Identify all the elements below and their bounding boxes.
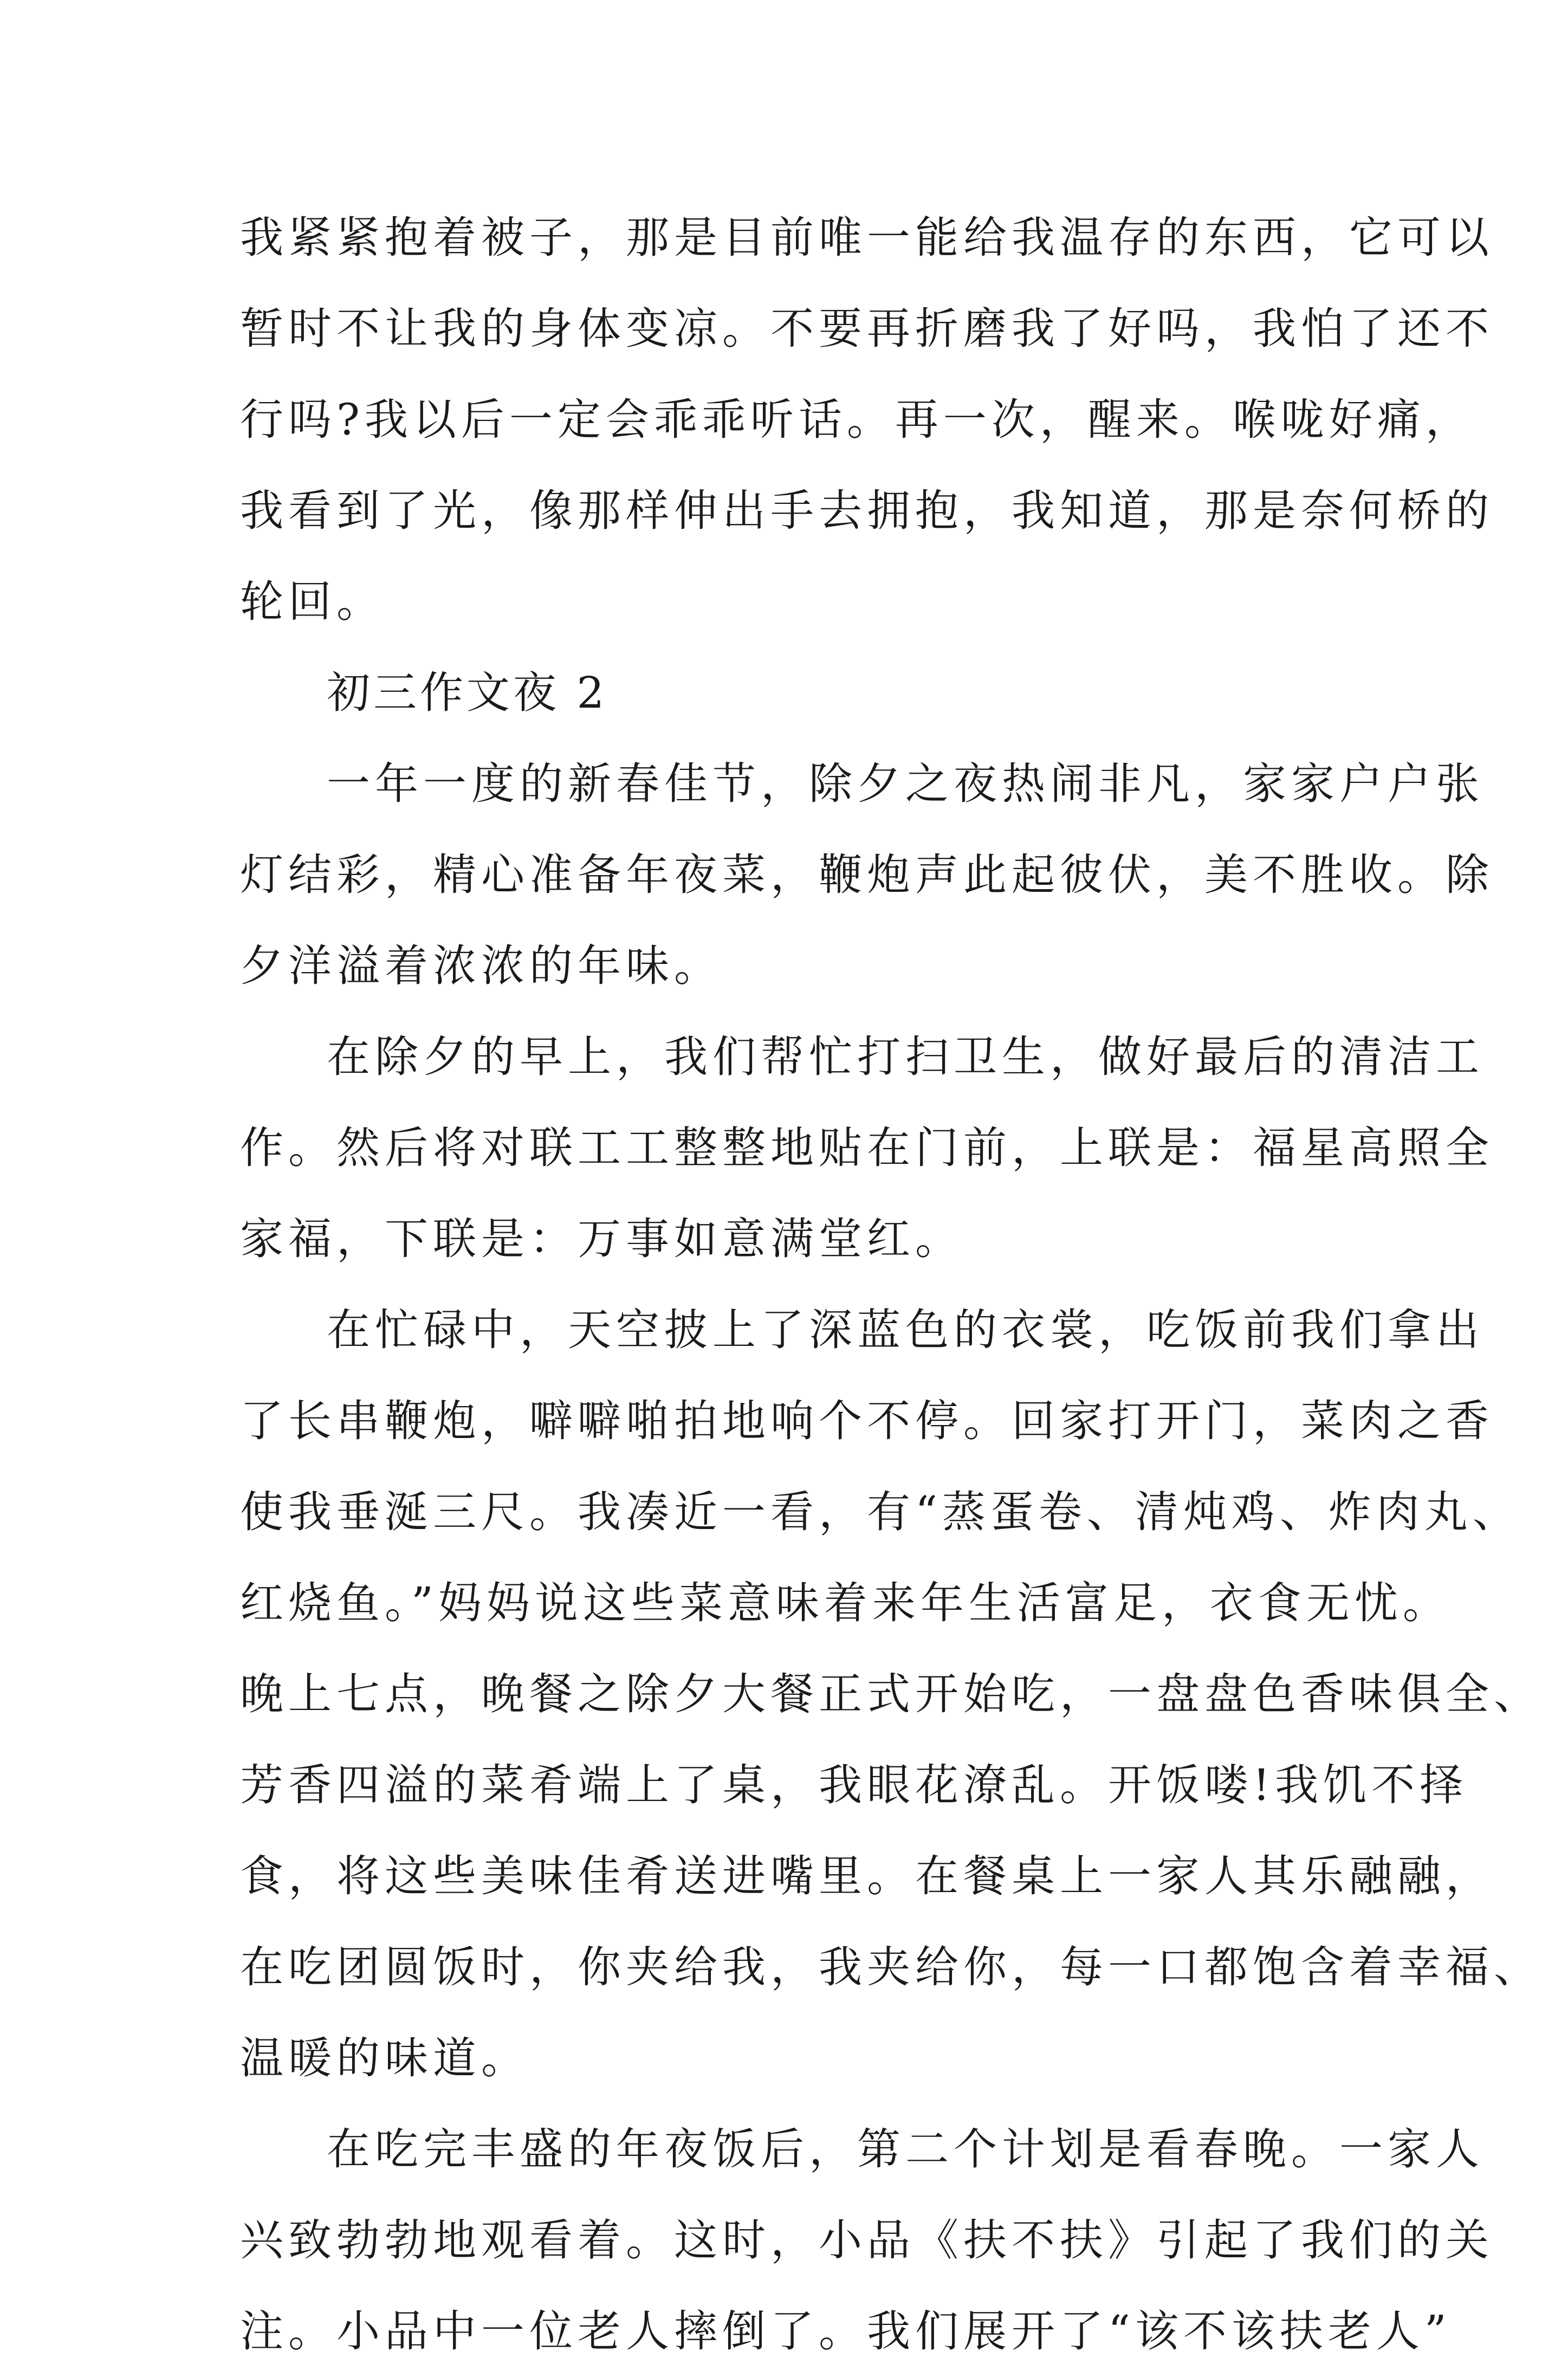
text-line: 芳香四溢的菜肴端上了桌，我眼花潦乱。开饭喽!我饥不择	[240, 1760, 1468, 1810]
text-line: 使我垂涎三尺。我凑近一看，有“蒸蛋卷、清炖鸡、炸肉丸、	[240, 1487, 1521, 1537]
text-line: 了长串鞭炮，噼噼啪拍地响个不停。回家打开门，菜肉之香	[240, 1396, 1494, 1446]
text-line: 暂时不让我的身体变凉。不要再折磨我了好吗，我怕了还不	[240, 303, 1494, 354]
text-line: 灯结彩，精心准备年夜菜，鞭炮声此起彼伏，美不胜收。除	[240, 850, 1494, 900]
text-line: 兴致勃勃地观看着。这时，小品《扶不扶》引起了我们的关	[240, 2215, 1494, 2265]
text-line: 家福，下联是：万事如意满堂红。	[240, 1214, 963, 1264]
text-line: 在吃团圆饭时，你夹给我，我夹给你，每一口都饱含着幸福、	[240, 1942, 1542, 1992]
text-line: 晚上七点，晚餐之除夕大餐正式开始吃，一盘盘色香味俱全、	[240, 1669, 1542, 1719]
text-line: 作。然后将对联工工整整地贴在门前，上联是：福星高照全	[240, 1123, 1494, 1173]
text-line: 在吃完丰盛的年夜饭后，第二个计划是看春晚。一家人	[327, 2124, 1484, 2174]
document-body	[240, 192, 1542, 2377]
text-line: 红烧鱼。”妈妈说这些菜意味着来年生活富足，衣食无忧。	[240, 1578, 1451, 1628]
text-line: 轮回。	[240, 577, 385, 627]
text-line: 温暖的味道。	[240, 2033, 529, 2083]
text-line: 在忙碌中，天空披上了深蓝色的衣裳，吃饭前我们拿出	[327, 1305, 1484, 1355]
text-line: 行吗?我以后一定会乖乖听话。再一次，醒来。喉咙好痛，	[240, 394, 1474, 445]
text-line: 注。小品中一位老人摔倒了。我们展开了“该不该扶老人”	[240, 2306, 1452, 2356]
text-line: 食，将这些美味佳肴送进嘴里。在餐桌上一家人其乐融融，	[240, 1851, 1494, 1901]
text-line: 夕洋溢着浓浓的年味。	[240, 941, 722, 991]
text-line: 我紧紧抱着被子，那是目前唯一能给我温存的东西，它可以	[240, 212, 1494, 263]
text-line: 一年一度的新春佳节，除夕之夜热闹非凡，家家户户张	[327, 759, 1484, 809]
section-heading: 初三作文夜 2	[327, 668, 608, 718]
text-line: 我看到了光，像那样伸出手去拥抱，我知道，那是奈何桥的	[240, 485, 1494, 536]
text-line: 在除夕的早上，我们帮忙打扫卫生，做好最后的清洁工	[327, 1032, 1484, 1082]
